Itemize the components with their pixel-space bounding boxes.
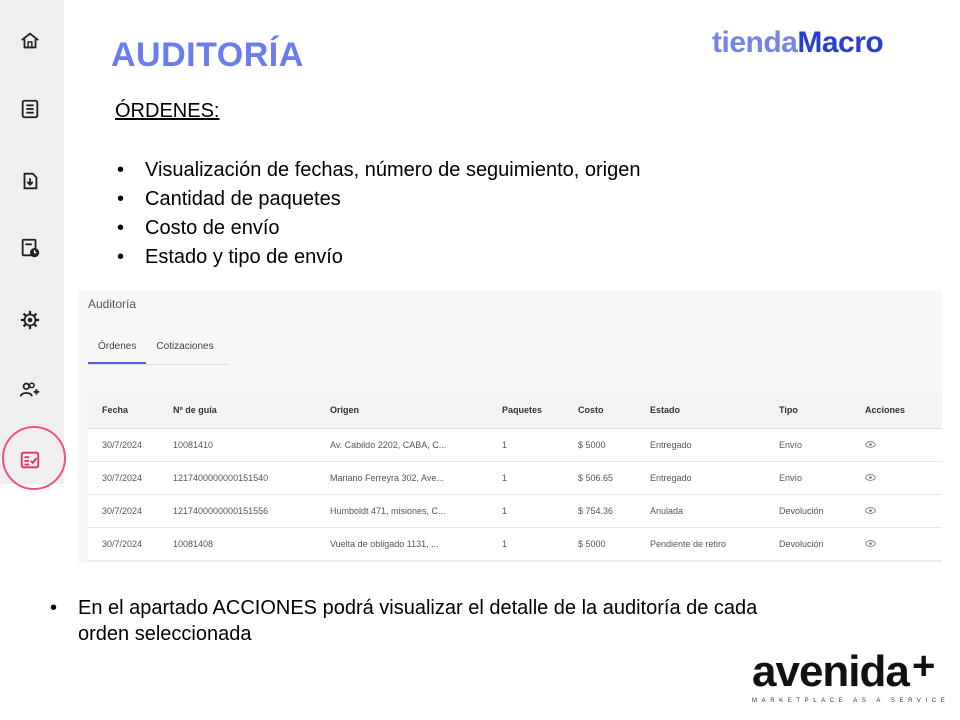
cell-estado: Entregado [650,473,692,483]
page-title: Auditoría [88,297,137,311]
cell-guia: 10081410 [173,440,214,450]
cell-origen: Mariano Ferreyra 302, Ave... [330,473,444,483]
column-header: Acciones [865,404,906,415]
cell-tipo: Envío [779,440,803,450]
cell-fecha: 30/7/2024 [102,440,143,450]
column-header[interactable]: Tipo [779,404,798,415]
highlight-circle [2,426,66,490]
table-row [88,462,942,495]
cell-origen: Av. Cabildo 2202, CABA, C... [330,440,447,450]
table-row [88,429,942,462]
list-item: • Estado y tipo de envío [117,246,343,268]
list-item: • Cantidad de paquetes [117,188,341,210]
tab-cotizaciones[interactable]: Cotizaciones [156,341,214,352]
avenida-logo: avenida + MARKETPLACE AS A SERVICE [752,644,950,704]
view-eye-icon[interactable] [865,441,876,448]
column-header[interactable]: Origen [330,404,360,415]
tiendamacro-logo: tiendaMacro [712,26,884,59]
table-header [88,391,942,429]
settings-gear-icon[interactable] [17,307,43,333]
list-item: • Costo de envío [117,217,280,239]
list-item: • Visualización de fechas, número de seguimiento, origen [117,159,641,181]
view-eye-icon[interactable] [865,474,876,481]
column-header[interactable]: Paquetes [502,404,543,415]
cell-guia: 1217400000000151556 [173,506,269,516]
cell-paquetes: 1 [502,440,508,450]
cell-estado: Pendiente de retiro [650,539,727,549]
list-icon[interactable] [17,96,43,122]
table-row [88,495,942,528]
cell-costo: $ 5000 [578,539,606,549]
table-row [88,528,942,561]
audit-panel [78,291,942,563]
tab-divider [88,364,228,365]
cell-guia: 10081408 [173,539,214,549]
cell-costo: $ 5000 [578,440,606,450]
actions-note: • En el apartado ACCIONES podrá visualizar el detalle de la auditoría de cada orden seleccionada [50,597,758,645]
document-clock-icon[interactable] [17,235,43,261]
column-header[interactable]: Nº de guía [173,404,217,415]
tab-ordenes[interactable]: Órdenes [88,341,146,364]
cell-origen: Humboldt 471, misiones, C... [330,506,446,516]
cell-tipo: Envío [779,473,803,483]
cell-tipo: Devolución [779,539,824,549]
download-document-icon[interactable] [17,168,43,194]
sidebar [0,0,64,484]
tab-bar [88,341,224,364]
cell-fecha: 30/7/2024 [102,506,143,516]
cell-costo: $ 506.65 [578,473,614,483]
cell-tipo: Devolución [779,506,824,516]
cell-estado: Entregado [650,440,692,450]
view-eye-icon[interactable] [865,507,876,514]
home-icon[interactable] [17,28,43,54]
column-header[interactable]: Fecha [102,404,129,415]
slide-title: AUDITORÍA [111,36,304,74]
orders-table [88,391,942,561]
cell-costo: $ 754.36 [578,506,614,516]
add-users-icon[interactable] [17,377,43,403]
cell-fecha: 30/7/2024 [102,473,143,483]
cell-paquetes: 1 [502,539,508,549]
cell-guia: 1217400000000151540 [173,473,269,483]
cell-fecha: 30/7/2024 [102,539,143,549]
column-header[interactable]: Costo [578,404,604,415]
section-subtitle: ÓRDENES: [115,100,220,122]
feature-list [117,156,641,272]
cell-origen: Vuelta de obligado 1131, ... [330,539,439,549]
cell-paquetes: 1 [502,506,508,516]
cell-estado: Anulada [650,506,684,516]
note-text: En el apartado ACCIONES podrá visualizar el detalle de la auditoría de cada orden seleccionada [78,597,758,645]
column-header[interactable]: Estado [650,404,681,415]
cell-paquetes: 1 [502,473,508,483]
view-eye-icon[interactable] [865,540,876,547]
